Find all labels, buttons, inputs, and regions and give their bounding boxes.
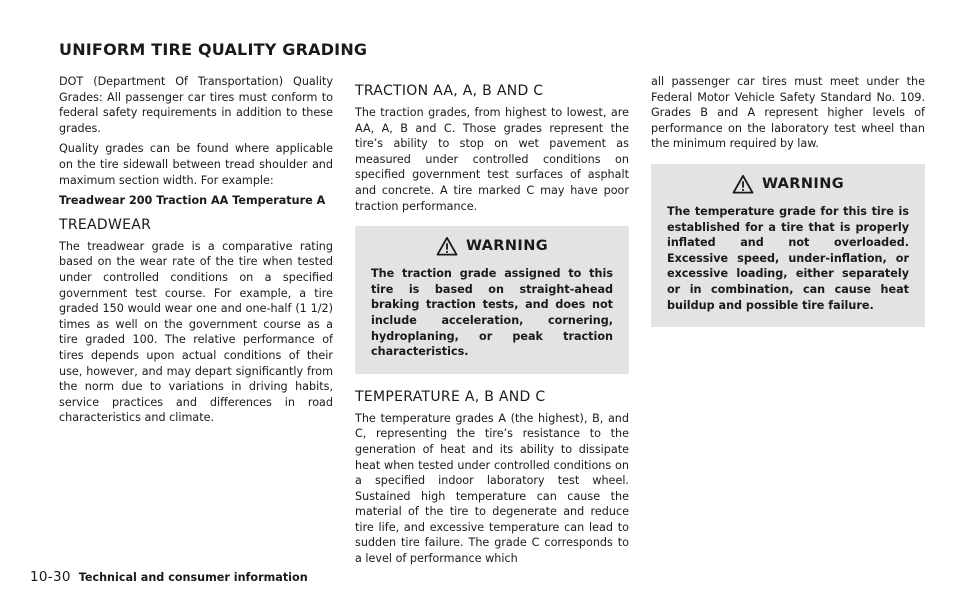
warning-header (667, 174, 909, 194)
temperature-paragraph: The temperature grades A (the highest), B, and C, representing the tire’s resistance to the generation of heat and its ability to dissipate heat when tested under controlled conditions on a specified indoor laboratory test wheel. Sustained high temperature can cause the material of the tire to degenerate and reduce tire life, and excessive temperature can lead to sudden tire failure. The grade C corresponds to a level of performance which (355, 411, 629, 566)
traction-heading: TRACTION AA, A, B AND C (355, 83, 544, 99)
column-3 (651, 74, 925, 341)
temperature-heading: TEMPERATURE A, B AND C (355, 388, 546, 405)
warning-triangle-icon (436, 236, 458, 256)
traction-paragraph: The traction grades, from highest to lowest, are AA, A, B and C. Those grades represent the tire’s ability to stop on wet pavement as measured under controlled conditions on specified government test surfaces of asphalt and concrete. A tire marked C may have poor traction performance. (355, 106, 629, 213)
warning-triangle-icon (732, 174, 754, 194)
warning-text: The temperature grade for this tire is established for a tire that is properly inflated and not overloaded. Excessive speed, under-inflation, or excessive loading, either separately or in combination, can cause heat buildup and possible tire failure. (667, 204, 909, 312)
section-name: Technical and consumer information (78, 571, 308, 584)
intro-paragraph: DOT (Department Of Transportation) Quality Grades: All passenger car tires must conform to federal safety requirements in addition to these grades. (59, 75, 333, 135)
column-1 (59, 74, 333, 431)
treadwear-paragraph: The treadwear grade is a comparative rating based on the wear rate of the tire when tested under controlled conditions on a specified government test course. For example, a tire graded 150 would wear one and one-half (1 1/2) times as well on the government course as a tire graded 100. The relative performance of tires depends upon actual conditions of their use, however, and may depart significantly from the norm due to variations in driving habits, service practices and differences in road characteristics and climate. (59, 239, 333, 425)
page-title: UNIFORM TIRE QUALITY GRADING (59, 40, 368, 59)
example-grade-text: Treadwear 200 Traction AA Temperature A (59, 194, 326, 208)
traction-warning-box (355, 226, 629, 374)
column-2 (355, 74, 629, 572)
warning-title: WARNING (761, 175, 845, 192)
warning-header (371, 236, 613, 256)
page-footer (30, 569, 308, 585)
warning-text: The traction grade assigned to this tire is based on straight-ahead braking traction tests, and does not include acceleration, cornering, hydroplaning, or peak traction characteristics. (371, 267, 613, 359)
temperature-continued-paragraph: all passenger car tires must meet under the Federal Motor Vehicle Safety Standard No. 109. Grades B and A represent higher levels of performance on the laboratory test wheel than the minimum required by law. (651, 75, 925, 151)
treadwear-heading: TREADWEAR (59, 216, 152, 233)
quality-grades-paragraph: Quality grades can be found where applicable on the tire sidewall between tread shoulder and maximum section width. For example: (59, 142, 333, 187)
temperature-warning-box (651, 164, 925, 327)
warning-title: WARNING (465, 238, 549, 255)
page-number: 10-30 (30, 569, 71, 585)
